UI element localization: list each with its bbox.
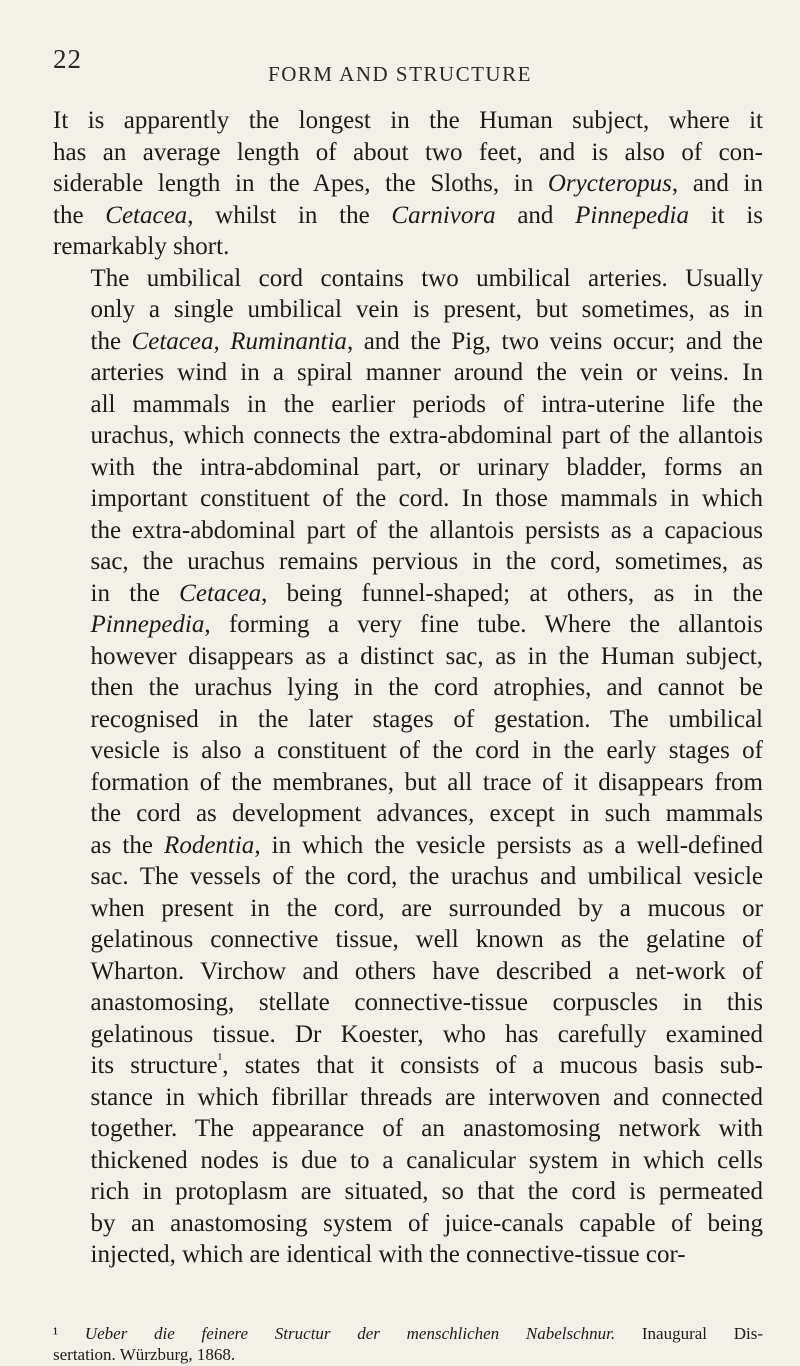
text-line — [53, 294, 763, 326]
text-line — [53, 1344, 763, 1365]
text-line — [53, 515, 763, 547]
text-segment: , in which the vesicle persists as a well-defined — [254, 831, 763, 859]
text-segment: recognised in the later stages of gestation. The umbilical — [90, 705, 763, 733]
text-segment: thickened nodes is due to a canalicular system in which cells — [90, 1146, 763, 1174]
text-line — [53, 1208, 763, 1240]
text-segment: then the urachus lying in the cord atrophies, and cannot be — [90, 674, 763, 701]
text-line — [53, 1145, 763, 1177]
text-line — [53, 137, 763, 169]
text-line — [53, 672, 763, 704]
text-segment: injected, which are identical with the connective-tissue cor- — [90, 1241, 686, 1268]
text-segment: only a single umbilical vein is present, but sometimes, as in — [90, 296, 763, 323]
text-segment: , states that it consists of a mucous basis sub- — [222, 1052, 763, 1079]
text-line — [53, 609, 763, 641]
paragraph-1 — [53, 105, 763, 263]
text-line — [53, 452, 763, 484]
footnote-marker: ¹ — [217, 1051, 223, 1068]
text-segment: siderable length in the Apes, the Sloths, in — [53, 170, 548, 197]
text-line — [53, 578, 763, 610]
text-line — [53, 1239, 763, 1271]
text-segment: the — [53, 201, 106, 229]
text-line — [53, 326, 763, 358]
text-line — [53, 735, 763, 767]
text-line — [53, 924, 763, 956]
text-line — [53, 767, 763, 799]
text-segment: ¹ — [53, 1324, 85, 1343]
text-line — [53, 830, 763, 862]
text-line — [53, 861, 763, 893]
text-line — [53, 105, 763, 137]
text-line — [53, 1113, 763, 1145]
running-head: FORM AND STRUCTURE — [268, 62, 532, 86]
italic-term: Cetacea — [179, 579, 262, 607]
text-segment: sertation. Würzburg, 1868. — [53, 1345, 236, 1364]
text-segment: however disappears as a distinct sac, as in the Human subject, — [90, 642, 763, 670]
text-segment: urachus, which connects the extra-abdominal part of the allantois — [90, 422, 763, 449]
text-segment: stance in which fibrillar threads are interwoven and connected — [90, 1083, 763, 1111]
text-line — [53, 168, 763, 200]
italic-term: Ueber die feinere Structur der menschlichen Nabelschnur. — [84, 1324, 616, 1343]
text-segment: its structure — [90, 1052, 218, 1079]
text-line — [53, 389, 763, 421]
text-segment: all mammals in the earlier periods of intra-uterine life the — [90, 390, 763, 418]
text-line — [53, 1019, 763, 1051]
text-segment: anastomosing, stellate connective-tissue corpuscles in this — [90, 989, 763, 1016]
paragraph-2 — [53, 263, 763, 1271]
italic-term: Cetacea — [105, 201, 188, 229]
text-segment: as the — [90, 831, 165, 859]
text-segment: , being funnel-shaped; at others, as in the — [261, 579, 763, 607]
text-line — [53, 1323, 763, 1344]
text-segment: the cord as development advances, except in such mammals — [90, 800, 763, 827]
page-number: 22 — [53, 44, 82, 74]
text-segment: Inaugural Dis- — [615, 1324, 763, 1343]
italic-term: Pinnepedia — [90, 611, 205, 638]
text-line — [53, 357, 763, 389]
text-segment: The umbilical cord contains two umbilical arteries. Usually — [90, 264, 763, 292]
italic-term: Rodentia — [164, 831, 255, 859]
text-segment: the extra-abdominal part of the allantois persists as a capacious — [90, 516, 763, 544]
text-segment: , whilst in the — [187, 201, 392, 229]
footnote — [53, 1323, 763, 1365]
text-segment: arteries wind in a spiral manner around the vein or veins. In — [90, 359, 763, 386]
text-segment: sac, the urachus remains pervious in the cord, sometimes, as — [90, 548, 763, 575]
text-segment: , and in — [671, 170, 763, 197]
text-line — [53, 1082, 763, 1114]
text-line — [53, 231, 763, 263]
text-line — [53, 420, 763, 452]
text-line — [53, 798, 763, 830]
text-segment: Wharton. Virchow and others have described a net-work of — [90, 957, 763, 985]
text-line — [53, 641, 763, 673]
text-segment: gelatinous tissue. Dr Koester, who has carefully examined — [90, 1020, 763, 1048]
text-segment: important constituent of the cord. In those mammals in which — [90, 485, 763, 512]
text-line — [53, 704, 763, 736]
text-segment: , and the Pig, two veins occur; and the — [346, 327, 763, 355]
text-line — [53, 546, 763, 578]
text-line — [53, 987, 763, 1019]
text-segment: in the — [90, 579, 180, 607]
text-segment: rich in protoplasm are situated, so that the cord is permeated — [90, 1178, 763, 1205]
text-line — [53, 956, 763, 988]
text-segment: sac. The vessels of the cord, the urachus and umbilical vesicle — [90, 863, 763, 890]
text-segment: the — [90, 327, 132, 355]
text-segment: vesicle is also a constituent of the cord in the early stages of — [90, 737, 763, 764]
text-line — [53, 1050, 763, 1082]
body-text — [53, 105, 763, 1271]
text-segment: has an average length of about two feet, and is also of con- — [53, 138, 763, 166]
text-segment: , forming a very fine tube. Where the allantois — [204, 611, 763, 638]
text-line — [53, 1176, 763, 1208]
text-segment: It is apparently the longest in the Human subject, where it — [53, 107, 763, 134]
italic-term: Cetacea, Ruminantia — [131, 327, 347, 355]
italic-term: Orycteropus — [547, 170, 672, 197]
text-segment: together. The appearance of an anastomosing network with — [90, 1115, 763, 1142]
text-segment: gelatinous connective tissue, well known as the gelatine of — [90, 926, 763, 953]
text-segment: remarkably short. — [53, 233, 230, 260]
text-segment: by an anastomosing system of juice-canals capable of being — [90, 1209, 763, 1237]
text-line — [53, 263, 763, 295]
italic-term: Carnivora — [391, 201, 496, 229]
text-segment: and — [495, 201, 576, 229]
text-segment: formation of the membranes, but all trace of it disappears from — [90, 768, 763, 796]
text-line — [53, 893, 763, 925]
italic-term: Pinnepedia — [575, 201, 689, 229]
text-segment: when present in the cord, are surrounded by a mucous or — [90, 894, 763, 922]
text-line — [53, 200, 763, 232]
text-line — [53, 483, 763, 515]
text-segment: it is — [689, 201, 763, 229]
text-segment: with the intra-abdominal part, or urinary bladder, forms an — [90, 453, 763, 481]
